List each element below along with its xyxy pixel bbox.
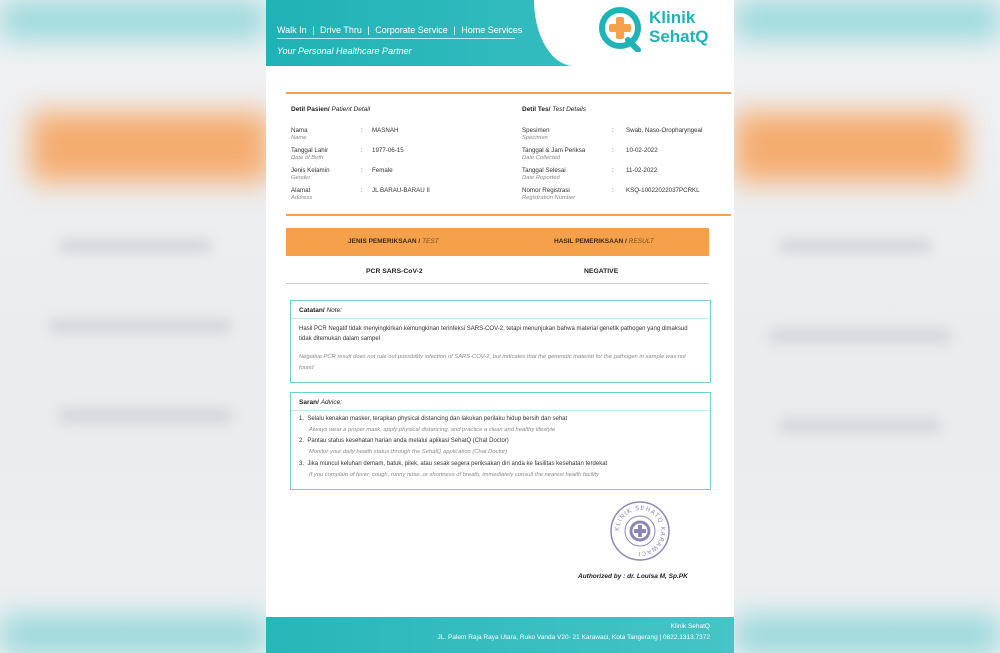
- patient-value-name: MASNAH: [372, 127, 399, 134]
- colon: :: [612, 187, 614, 194]
- test-detail-title: [522, 106, 586, 113]
- advice-item-2: 2. Pantau status kesehatan harian anda melalui aplikasi SehatQ (Chat Doctor): [299, 438, 509, 444]
- footer-clinic-name: Klinik SehatQ: [670, 623, 710, 630]
- logo-word-klinik: Klinik: [649, 8, 696, 27]
- backdrop-orange: [734, 112, 964, 182]
- colon: :: [612, 127, 614, 134]
- colon: :: [361, 147, 363, 154]
- colon: :: [361, 187, 363, 194]
- advice-item-1: 1. Selalu kenakan masker, terapkan physical distancing dan lakukan perilaku hidup bersih dan sehat: [299, 416, 568, 422]
- test-value-registration: KSQ-10022022037PCRKL: [626, 187, 700, 194]
- backdrop-teal: [0, 0, 266, 40]
- backdrop-stripe: [50, 320, 230, 332]
- backdrop-teal: [734, 0, 1000, 40]
- patient-value-dob: 1977-06-15: [372, 147, 404, 154]
- patient-label-gender: Jenis Kelamin Gender: [291, 167, 330, 181]
- patient-label-name: Nama Name: [291, 127, 308, 141]
- result-header-bar: [286, 228, 709, 256]
- service-separator: |: [453, 25, 456, 35]
- backdrop-teal: [734, 615, 1000, 653]
- service-separator: |: [367, 25, 370, 35]
- note-title-divider: [291, 318, 710, 319]
- patient-detail-title: [291, 106, 370, 113]
- service-separator: |: [312, 25, 315, 35]
- advice-item-1-en: Always wear a proper mask, apply physical distancing, and practice a clean and healthy lifestyle: [309, 427, 556, 433]
- test-value-specimen: Swab, Naso-Oropharyngeal: [626, 127, 703, 134]
- test-label-registration: Nomor Registrasi Registration Number: [522, 187, 576, 201]
- test-value-reported: 11-02-2022: [626, 167, 658, 174]
- advice-title-divider: [291, 410, 710, 411]
- service-corporate: Corporate Service: [375, 25, 448, 35]
- advice-item-3: 3. Jika muncul keluhan demam, batuk, pilek, atau sesak segera periksakan diri anda ke fasilitas kesehatan terdekat: [299, 461, 608, 467]
- patient-value-address: JL BARAU-BARAU II: [372, 187, 430, 194]
- colon: :: [612, 147, 614, 154]
- clinic-stamp-seal: [609, 500, 671, 562]
- result-row: [286, 260, 709, 284]
- patient-label-address: Alamat Address: [291, 187, 313, 201]
- backdrop-stripe: [60, 410, 230, 422]
- report-footer: [266, 617, 734, 653]
- note-box: [290, 300, 711, 383]
- advice-item-2-en: Monitor your daily health status through the SehatQ application (Chat Doctor): [309, 449, 508, 455]
- advice-item-3-en: If you complain of fever, cough, runny nose, or shortness of breath, immediately consult the nearest health facility: [309, 472, 599, 478]
- service-walk-in: Walk In: [277, 25, 307, 35]
- note-title: Catatan/ Note:: [299, 307, 343, 314]
- service-home: Home Services: [461, 25, 523, 35]
- colon: :: [612, 167, 614, 174]
- test-value-collected: 10-02-2022: [626, 147, 658, 154]
- test-title-id: Detil Tes/: [522, 106, 551, 113]
- clinic-logo-icon: [598, 6, 644, 52]
- patient-label-dob: Tanggal Lahir Date of Birth: [291, 147, 329, 161]
- test-label-specimen: Spesimen Specimen: [522, 127, 550, 141]
- service-drive-thru: Drive Thru: [320, 25, 362, 35]
- backdrop-stripe: [60, 240, 210, 252]
- backdrop-stripe: [780, 420, 940, 432]
- top-divider: [286, 92, 731, 94]
- test-label-reported: Tanggal Selesai Date Reported: [522, 167, 566, 181]
- advice-title: Saran/ Advice:: [299, 399, 343, 406]
- test-title-en: Test Details: [552, 106, 586, 113]
- authorized-signature: Authorized by : dr. Louisa M, Sp.PK: [578, 573, 688, 580]
- patient-title-id: Detil Pasien/: [291, 106, 330, 113]
- services-underline: [277, 38, 515, 39]
- test-name-value: PCR SARS-CoV-2: [366, 268, 423, 275]
- backdrop-teal: [0, 615, 266, 653]
- patient-title-en: Patient Detail: [331, 106, 371, 113]
- stamp-text: KLINIK SEHATQ KARAWACI: [613, 504, 667, 558]
- note-text-en: Negative PCR result does not rule out possibility infection of SARS-COV-2, but indicates that the generetic material for the pathogen in sample was not found: [299, 354, 686, 371]
- report-header: [266, 0, 734, 66]
- service-list: [277, 25, 522, 35]
- colon: :: [361, 167, 363, 174]
- test-label-collected: Tanggal & Jam Periksa Date Collected: [522, 147, 586, 161]
- backdrop-stripe: [780, 240, 930, 252]
- tagline: Your Personal Healthcare Partner: [277, 46, 412, 56]
- logo-word-sehatq: SehatQ: [649, 27, 709, 46]
- footer-address: JL. Palem Raja Raya Utara, Ruko Vanda V20- 21 Karawaci, Kota Tangerang | 0822.1313.7372: [437, 634, 710, 641]
- result-value: NEGATIVE: [584, 268, 619, 275]
- clinic-logo-wordmark: [649, 8, 709, 46]
- middle-divider: [286, 214, 731, 216]
- result-column-header: HASIL PEMERIKSAAN / RESULT: [554, 238, 654, 245]
- advice-box: [290, 392, 711, 490]
- colon: :: [361, 127, 363, 134]
- note-text: Hasil PCR Negatif tidak menyingkirkan kemungkinan terinfeksi SARS-COV-2, tetapi menunjukan bahwa material genetik pathogen yang dimaksud tidak ditemukan dalam sampel: [299, 326, 688, 342]
- patient-value-gender: Female: [372, 167, 393, 174]
- test-column-header: JENIS PEMERIKSAAN / TEST: [348, 238, 439, 245]
- backdrop-right: [734, 0, 1000, 653]
- lab-report-document: [266, 0, 734, 653]
- backdrop-stripe: [770, 330, 950, 342]
- backdrop-orange: [30, 112, 270, 182]
